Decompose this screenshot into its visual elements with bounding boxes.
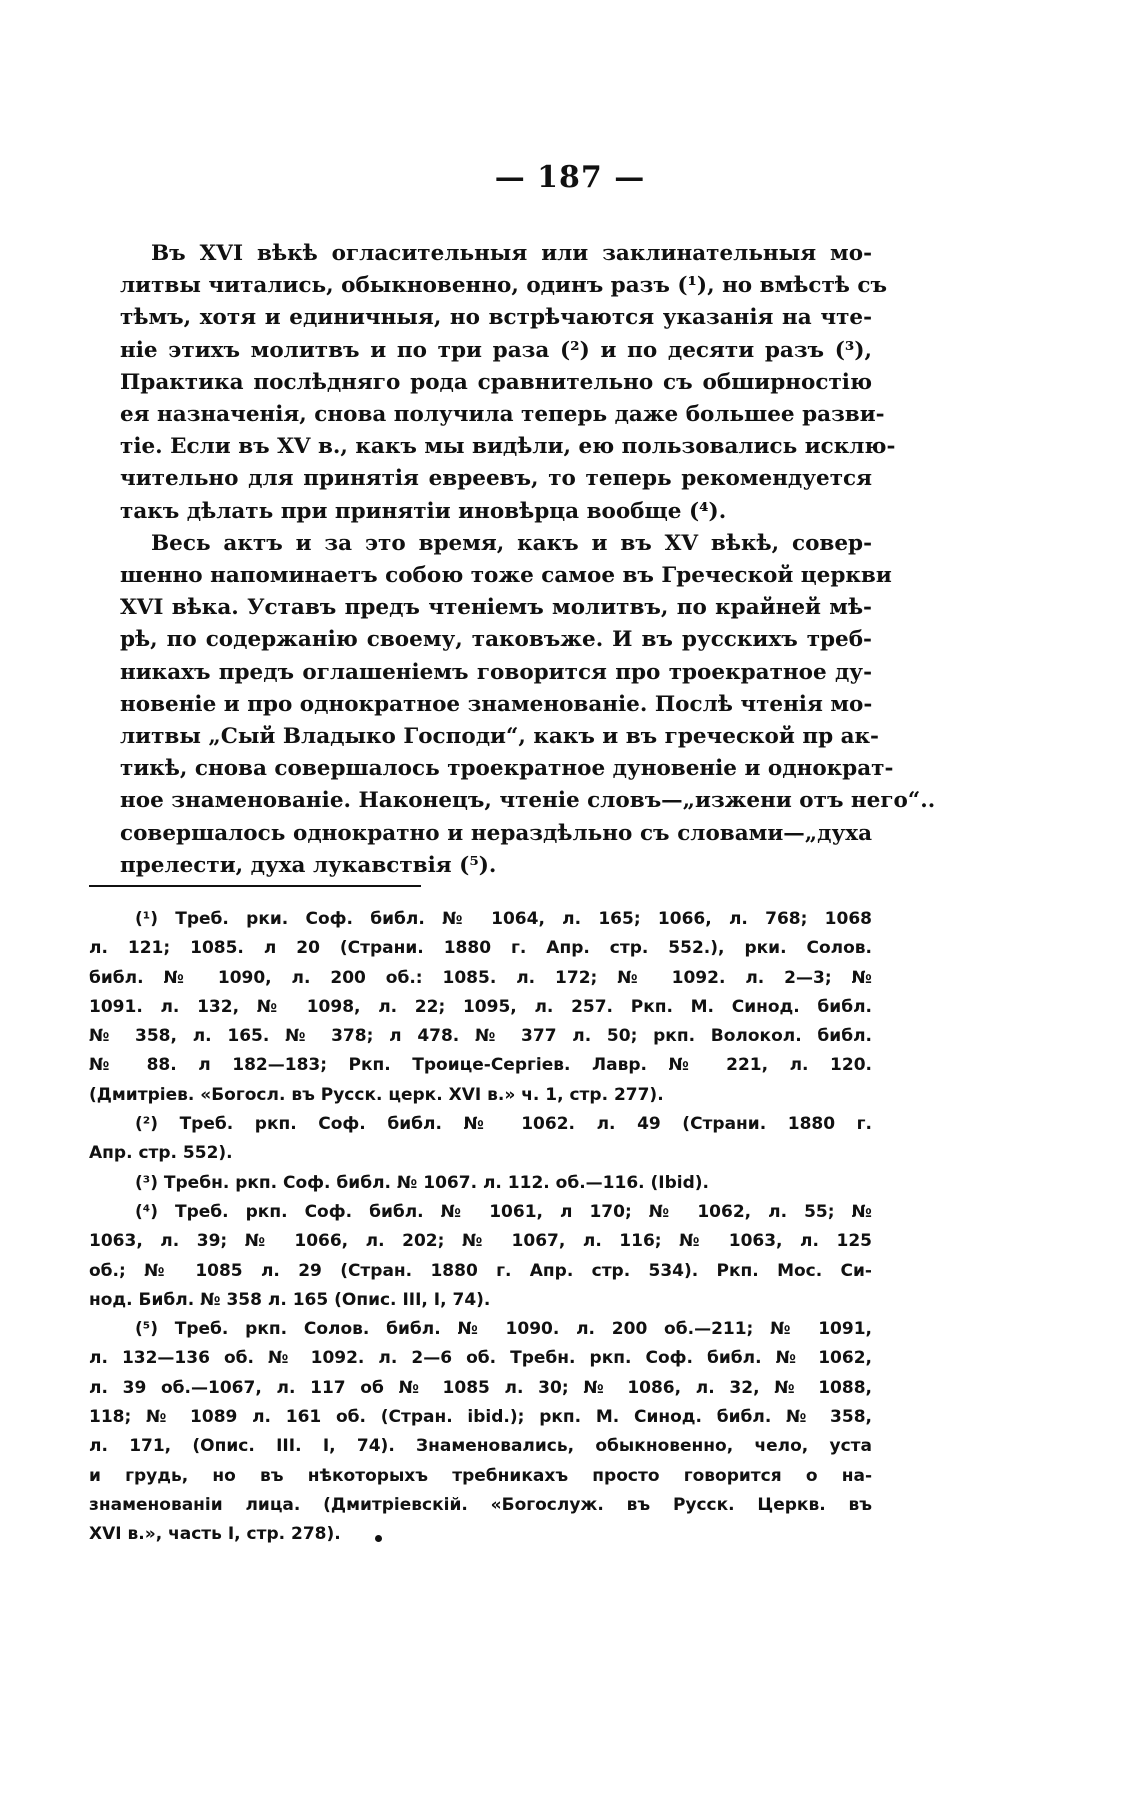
paragraph-1 — [89, 238, 896, 528]
footnote-line: (Дмитріев. «Богосл. въ Русск. церк. XVI в.» ч. 1, стр. 277). — [89, 1084, 664, 1105]
footnote-line: XVI в.», часть I, стр. 278). — [89, 1524, 341, 1545]
footnote-line: 1091. л. 132, № 1098, л. 22; 1095, л. 257. Ркп. М. Синод. библ. — [89, 996, 872, 1017]
footnote-line: л. 171, (Опис. III. I, 74). Знаменовались, обыкновенно, чело, уста — [89, 1436, 872, 1457]
text-line: никахъ предъ оглашеніемъ говорится про троекратное ду- — [120, 659, 872, 685]
footnote-line: нод. Библ. № 358 л. 165 (Опис. III, I, 74). — [89, 1289, 491, 1310]
footnote-line: № 88. л 182—183; Ркп. Троице-Сергіев. Лавр. № 221, л. 120. — [89, 1055, 872, 1076]
text-line: литвы „Сый Владыко Господи“, какъ и въ греческой пр ак- — [120, 724, 879, 750]
ink-dot — [375, 1535, 382, 1542]
text-line: новеніе и про однократное знаменованіе. Послѣ чтенія мо- — [120, 691, 873, 717]
footnote-2 — [89, 1110, 872, 1169]
text-line: ное знаменованіе. Наконецъ, чтеніе словъ—„изжени отъ него“.. — [120, 788, 936, 814]
footnote-line: и грудь, но въ нѣкоторыхъ требникахъ просто говорится о на- — [89, 1465, 872, 1486]
footnote-line: 1063, л. 39; № 1066, л. 202; № 1067, л. 116; № 1063, л. 125 — [89, 1231, 872, 1252]
footnote-line: знаменованіи лица. (Дмитріевскій. «Богослуж. въ Русск. Церкв. въ — [89, 1494, 872, 1515]
footnote-5 — [89, 1315, 872, 1549]
text-line: тѣмъ, хотя и единичныя, но встрѣчаются указанія на чте- — [120, 305, 872, 331]
text-line: ніе этихъ молитвъ и по три раза (²) и по десяти разъ (³), — [120, 337, 872, 363]
footnote-line: (²) Треб. ркп. Соф. библ. № 1062. л. 49 (Страни. 1880 г. — [135, 1114, 872, 1135]
text-line: шенно напоминаетъ собою тоже самое въ Греческой церкви — [120, 563, 892, 589]
footnote-line: 118; № 1089 л. 161 об. (Стран. ibid.); ркп. М. Синод. библ. № 358, — [89, 1407, 872, 1428]
footnote-line: об.; № 1085 л. 29 (Стран. 1880 г. Апр. стр. 534). Ркп. Мос. Си- — [89, 1260, 872, 1281]
footnote-line: л. 121; 1085. л 20 (Страни. 1880 г. Апр. стр. 552.), рки. Солов. — [89, 938, 872, 959]
text-line: совершалось однократно и нераздѣльно съ словами—„духа — [120, 820, 872, 846]
footnote-line: (⁴) Треб. ркп. Соф. библ. № 1061, л 170; № 1062, л. 55; № — [135, 1201, 872, 1222]
footnote-divider — [89, 885, 421, 887]
footnote-line: Апр. стр. 552). — [89, 1143, 233, 1164]
footnote-line: (³) Требн. ркп. Соф. библ. № 1067. л. 112. об.—116. (Ibid). — [135, 1172, 710, 1193]
footnote-4 — [89, 1198, 872, 1315]
footnote-line: библ. № 1090, л. 200 об.: 1085. л. 172; № 1092. л. 2—3; № — [89, 967, 872, 988]
footnote-line: (¹) Треб. рки. Соф. библ. № 1064, л. 165; 1066, л. 768; 1068 — [135, 909, 872, 929]
text-line: тіе. Если въ XV в., какъ мы видѣли, ею пользовались исклю- — [120, 434, 896, 460]
text-line: Практика послѣдняго рода сравнительно съ обширностію — [120, 369, 872, 395]
paragraph-2 — [89, 528, 936, 882]
footnote-line: л. 39 об.—1067, л. 117 об № 1085 л. 30; № 1086, л. 32, № 1088, — [89, 1377, 872, 1398]
text-line: Въ XVI вѣкѣ огласительныя или заклинательныя мо- — [151, 241, 872, 266]
text-line: Весь актъ и за это время, какъ и въ XV вѣкѣ, совер- — [151, 530, 872, 556]
text-line: чительно для принятія евреевъ, то теперь рекомендуется — [120, 466, 872, 492]
footnote-line: л. 132—136 об. № 1092. л. 2—6 об. Требн. ркп. Соф. библ. № 1062, — [89, 1348, 872, 1369]
text-line: рѣ, по содержанію своему, таковъже. И въ русскихъ треб- — [120, 627, 872, 653]
page-number: — 187 — — [494, 160, 646, 195]
footnote-line: (⁵) Треб. ркп. Солов. библ. № 1090. л. 200 об.—211; № 1091, — [135, 1319, 872, 1340]
text-line: литвы читались, обыкновенно, одинъ разъ (¹), но вмѣстѣ съ — [120, 273, 887, 299]
text-line: XVI вѣка. Уставъ предъ чтеніемъ молитвъ, по крайней мѣ- — [120, 595, 872, 621]
footnote-line: № 358, л. 165. № 378; л 478. № 377 л. 50; ркп. Волокол. библ. — [89, 1026, 872, 1047]
text-line: тикѣ, снова совершалось троекратное дуновеніе и однократ- — [120, 756, 894, 782]
text-line: ея назначенія, снова получила теперь даже большее разви- — [120, 402, 885, 428]
text-line: прелести, духа лукавствія (⁵). — [120, 852, 497, 878]
footnotes — [89, 905, 872, 1550]
main-text — [89, 238, 936, 882]
text-line: такъ дѣлать при принятіи иновѣрца вообще (⁴). — [120, 498, 727, 524]
footnote-1 — [89, 905, 872, 1110]
footnote-3 — [89, 1169, 872, 1198]
